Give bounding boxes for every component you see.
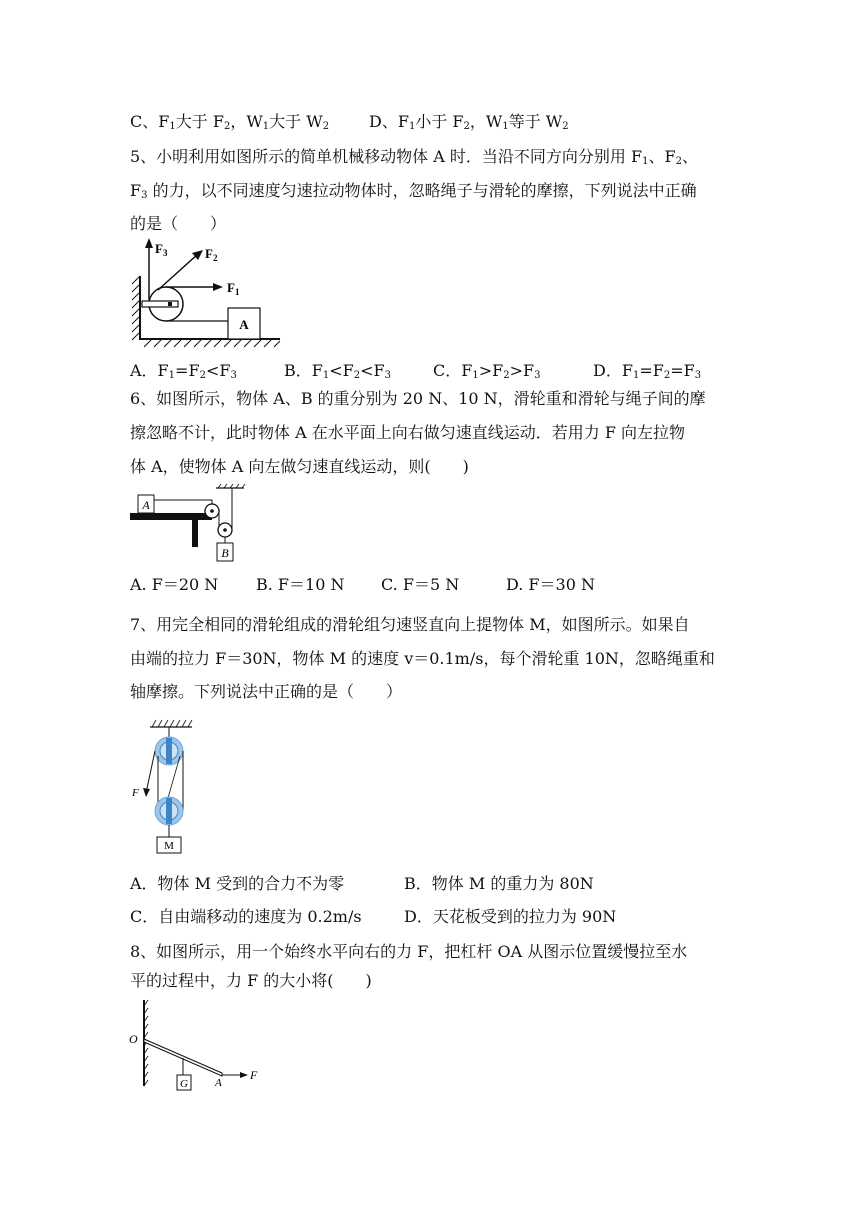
q8-force-label: F [250, 1068, 258, 1082]
q5-f3-label: $F_3$ [155, 241, 168, 258]
q6-option-c: C. F＝5 N [381, 575, 460, 594]
q6-block-b-label: B [221, 546, 229, 560]
q7-force-label: F [132, 787, 139, 799]
q6-figure [128, 484, 252, 564]
q5-f2-label: $F_2$ [205, 246, 218, 263]
q7-stem-line3: 轴摩擦。下列说法中正确的是（ ） [130, 682, 403, 701]
q6-block-a-label: A [142, 498, 150, 512]
q6-option-d: D. F＝30 N [506, 575, 595, 594]
q5-stem-line1: 5、小明利用如图所示的简单机械移动物体 A 时．当沿不同方向分别用 $F_1$、$F_2$、 [130, 147, 698, 167]
q4-option-c: C、$F_1$大于 $F_2$，$W_1$大于 $W_2$ [130, 112, 330, 132]
q5-option-b: B．$F_1<F_2<F_3$ [284, 361, 392, 381]
q4-option-d: D、$F_1$小于 $F_2$，$W_1$等于 $W_2$ [369, 112, 569, 132]
q8-end-label: A [215, 1077, 222, 1089]
q6-stem-line2: 擦忽略不计，此时物体 A 在水平面上向右做匀速直线运动．若用力 F 向左拉物 [130, 423, 686, 442]
q5-option-c: C．$F_1>F_2>F_3$ [433, 361, 541, 381]
q8-figure [126, 998, 272, 1098]
q7-stem-line2: 由端的拉力 F＝30N，物体 M 的速度 v＝0.1m/s，每个滑轮重 10N，忽略绳重和 [130, 649, 715, 668]
q5-option-a: A．$F_1=F_2<F_3$ [130, 361, 237, 381]
q5-stem-line2: $F_3$ 的力，以不同速度匀速拉动物体时，忽略绳子与滑轮的摩擦，下列说法中正确 [130, 181, 697, 201]
q5-f1-label: $F_1$ [227, 280, 240, 297]
q7-mass-label: M [164, 840, 174, 852]
q7-option-a: A．物体 M 受到的合力不为零 [130, 874, 345, 893]
q7-option-b: B．物体 M 的重力为 80N [404, 874, 594, 893]
q8-pivot-label: O [129, 1032, 138, 1046]
q7-option-d: D．天花板受到的拉力为 90N [404, 907, 617, 926]
q8-stem-line1: 8、如图所示，用一个始终水平向右的力 F，把杠杆 OA 从图示位置缓慢拉至水 [130, 942, 688, 961]
q5-block-label: A [239, 317, 249, 332]
q6-option-a: A. F＝20 N [130, 575, 219, 594]
q7-figure [130, 716, 200, 858]
q7-stem-line1: 7、用完全相同的滑轮组成的滑轮组匀速竖直向上提物体 M，如图所示。如果自 [130, 615, 690, 634]
q6-option-b: B. F＝10 N [256, 575, 345, 594]
q5-stem-line3: 的是（ ） [130, 214, 227, 233]
q8-stem-line2: 平的过程中，力 F 的大小将( ) [130, 971, 372, 990]
q6-stem-line3: 体 A，使物体 A 向左做匀速直线运动，则( ) [130, 457, 469, 476]
q8-weight-label: G [180, 1078, 188, 1090]
q6-stem-line1: 6、如图所示，物体 A、B 的重分别为 20 N、10 N，滑轮重和滑轮与绳子间的摩 [130, 389, 706, 408]
q5-figure [128, 236, 288, 352]
q7-option-c: C．自由端移动的速度为 0.2m/s [130, 907, 362, 926]
q5-option-d: D．$F_1=F_2=F_3$ [593, 361, 702, 381]
